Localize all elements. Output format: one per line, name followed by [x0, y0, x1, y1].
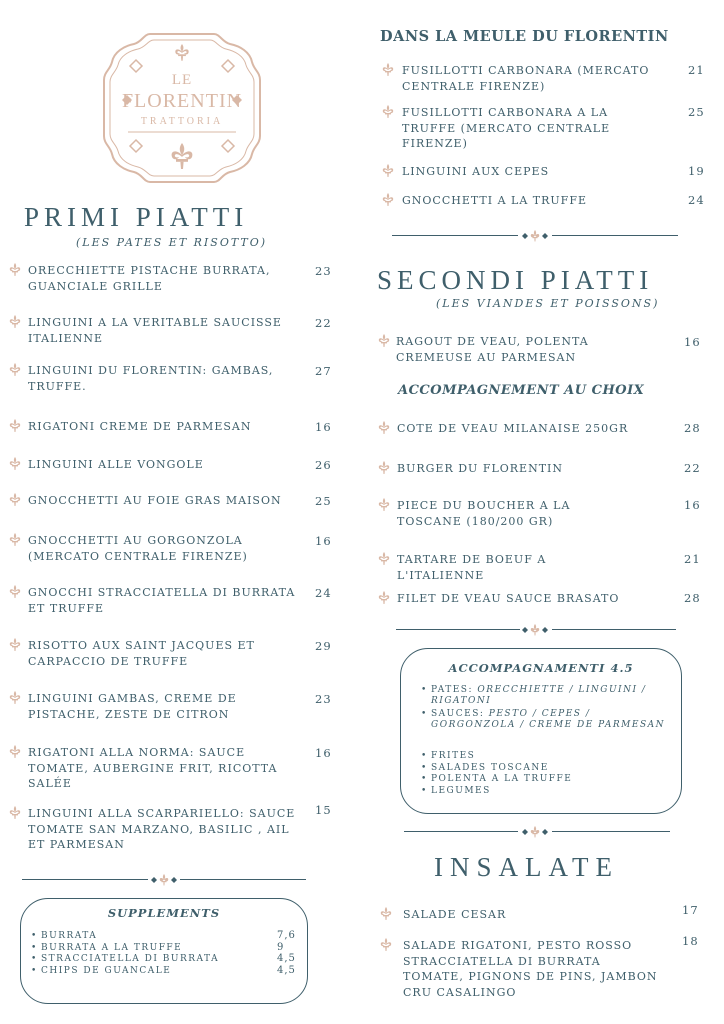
supplement-price: 7,6	[277, 930, 296, 941]
menu-item-name: GNOCCHETTI A LA TRUFFE	[402, 194, 587, 207]
insalate-title: INSALATE	[434, 852, 619, 882]
supplement-item: • BURRATA A LA TRUFFE	[41, 943, 182, 954]
menu-item-price: 25	[688, 105, 705, 119]
menu-item-price: 16	[684, 498, 701, 512]
menu-item-price: 25	[315, 494, 332, 508]
menu-item-name: LINGUINI DU FLORENTIN: GAMBAS, TRUFFE.	[28, 364, 274, 393]
menu-item-name: ORECCHIETTE PISTACHE BURRATA, GUANCIALE GRILLE	[28, 264, 271, 293]
menu-item-price: 16	[315, 746, 332, 760]
sauces-value: PESTO / CEPES / GORGONZOLA / CREME DE PARMESAN	[431, 709, 666, 730]
menu-item-price: 24	[315, 586, 332, 600]
fleur-de-lis-icon	[380, 938, 392, 952]
menu-item-name: BURGER DU FLORENTIN	[397, 462, 564, 475]
menu-item-name: LINGUINI ALLA SCARPARIELLO: SAUCE TOMATE SAN MARZANO, BASILIC , AIL ET PARMESAN	[28, 807, 296, 851]
menu-item-price: 22	[684, 461, 701, 475]
menu-item-price: 23	[315, 264, 332, 278]
menu-item-price: 21	[688, 63, 705, 77]
menu-item-price: 21	[684, 552, 701, 566]
accompagnamenti-item: • POLENTA A LA TRUFFE	[431, 774, 572, 785]
fleur-de-lis-icon	[9, 419, 21, 433]
fleur-de-lis-icon	[378, 552, 390, 566]
menu-item-price: 16	[315, 420, 332, 434]
logo-line-florentin: FLORENTIN	[121, 90, 243, 112]
supplement-price: 4,5	[277, 964, 296, 976]
supplements-box	[20, 898, 308, 1004]
accompagnamenti-item: • FRITES	[431, 751, 475, 762]
menu-item-name: TARTARE DE BOEUF A L'ITALIENNE	[397, 553, 547, 582]
menu-item-name: LINGUINI A LA VERITABLE SAUCISSE ITALIENNE	[28, 316, 282, 345]
menu-item-price: 27	[315, 364, 332, 378]
menu-item-name: GNOCCHI STRACCIATELLA DI BURRATA ET TRUFFE	[28, 586, 296, 615]
menu-item-price: 19	[688, 164, 705, 178]
menu-item-name: RISOTTO AUX SAINT JACQUES ET CARPACCIO DE TRUFFE	[28, 639, 255, 668]
supplements-title: SUPPLEMENTS	[107, 906, 221, 920]
menu-item-name: FILET DE VEAU SAUCE BRASATO	[397, 592, 620, 605]
accompagnamenti-title: ACCOMPAGNAMENTI 4.5	[448, 661, 634, 675]
supplement-price: 4,5	[277, 953, 296, 964]
logo-line-le: LE	[171, 72, 193, 88]
menu-item-name: RIGATONI ALLA NORMA: SAUCE TOMATE, AUBERGINE FRIT, RICOTTA SALÉE	[28, 746, 278, 790]
menu-item-price: 17	[682, 903, 699, 917]
secondi-piatti-title: SECONDI PIATTI	[377, 265, 654, 295]
secondi-piatti-subtitle: (LES VIANDES ET POISSONS)	[436, 297, 660, 310]
menu-item-price: 26	[315, 458, 332, 472]
menu-item-price: 22	[315, 316, 332, 330]
sauces-label: SAUCES:	[431, 709, 485, 719]
fleur-de-lis-icon	[378, 591, 390, 605]
fleur-de-lis-icon	[9, 806, 21, 820]
fleur-de-lis-icon	[9, 691, 21, 705]
fleur-de-lis-icon	[382, 164, 394, 178]
menu-item-name: COTE DE VEAU MILANAISE 250GR	[397, 422, 629, 435]
menu-item	[378, 334, 708, 366]
supplement-item: • CHIPS DE GUANCALE	[41, 966, 171, 977]
fleur-de-lis-icon	[380, 907, 392, 921]
menu-item-name: LINGUINI AUX CEPES	[402, 165, 550, 178]
fleur-de-lis-icon	[378, 421, 390, 435]
restaurant-logo	[100, 28, 264, 188]
meule-title: DANS LA MEULE DU FLORENTIN	[380, 28, 669, 45]
fleur-de-lis-icon	[378, 498, 390, 512]
menu-item-name: PIECE DU BOUCHER A LA TOSCANE (180/200 GR)	[397, 499, 571, 528]
fleur-de-lis-icon	[378, 334, 390, 348]
divider-ornament-icon	[520, 230, 550, 242]
supplement-item: • BURRATA	[41, 931, 97, 942]
accompagnamenti-item: • LEGUMES	[431, 786, 491, 797]
menu-item-price: 15	[315, 803, 332, 817]
primi-piatti-title: PRIMI PIATTI	[24, 202, 249, 232]
menu-item-price: 24	[688, 193, 705, 207]
section-divider	[396, 624, 682, 636]
menu-item-name: GNOCCHETTI AU GORGONZOLA (MERCATO CENTRALE FIRENZE)	[28, 534, 248, 563]
pates-label: PATES:	[431, 685, 474, 695]
fleur-de-lis-icon	[9, 493, 21, 507]
menu-item-price: 29	[315, 639, 332, 653]
fleur-de-lis-icon	[9, 585, 21, 599]
fleur-de-lis-icon	[9, 263, 21, 277]
fleur-de-lis-icon	[9, 745, 21, 759]
fleur-de-lis-icon	[382, 193, 394, 207]
fleur-de-lis-icon	[9, 533, 21, 547]
fleur-de-lis-icon	[9, 457, 21, 471]
accompagnamenti-sauces	[431, 709, 667, 731]
menu-item-name: RAGOUT DE VEAU, POLENTA CREMEUSE AU PARMESAN	[396, 335, 589, 364]
fleur-de-lis-icon	[9, 363, 21, 377]
accompagnamenti-pates	[431, 685, 675, 707]
supplement-price: 9	[277, 941, 285, 953]
primi-piatti-subtitle: (LES PATES ET RISOTTO)	[76, 236, 268, 249]
fleur-de-lis-icon	[9, 638, 21, 652]
menu-item-name: SALADE CESAR	[403, 908, 507, 921]
menu-item-name: FUSILLOTTI CARBONARA (MERCATO CENTRALE FIRENZE)	[402, 64, 650, 93]
section-divider	[392, 230, 678, 242]
accompagnement-choix-title: ACCOMPAGNEMENT AU CHOIX	[398, 383, 645, 398]
menu-item-price: 18	[682, 934, 699, 948]
supplement-item: • STRACCIATELLA DI BURRATA	[41, 954, 219, 965]
menu-item-name: LINGUINI ALLE VONGOLE	[28, 458, 204, 471]
fleur-de-lis-icon	[382, 63, 394, 77]
logo-line-trattoria: TRATTORIA	[140, 116, 224, 127]
menu-item-name: GNOCCHETTI AU FOIE GRAS MAISON	[28, 494, 282, 507]
section-divider	[404, 826, 670, 838]
menu-item-price: 23	[315, 692, 332, 706]
menu-item-price: 28	[684, 591, 701, 605]
section-divider	[22, 874, 306, 886]
divider-ornament-icon	[520, 624, 550, 636]
menu-item-name: RIGATONI CREME DE PARMESAN	[28, 420, 252, 433]
menu-item-price: 16	[684, 335, 701, 349]
menu-item-price: 28	[684, 421, 701, 435]
divider-ornament-icon	[520, 826, 550, 838]
fleur-de-lis-icon	[378, 461, 390, 475]
menu-item-price: 16	[315, 534, 332, 548]
accompagnamenti-box	[400, 648, 682, 814]
divider-ornament-icon	[149, 874, 179, 886]
menu-item-name: LINGUINI GAMBAS, CREME DE PISTACHE, ZESTE DE CITRON	[28, 692, 237, 721]
accompagnamenti-item: • SALADES TOSCANE	[431, 763, 549, 774]
fleur-de-lis-icon	[382, 105, 394, 119]
fleur-de-lis-icon	[9, 315, 21, 329]
menu-item-name: FUSILLOTTI CARBONARA A LA TRUFFE (MERCATO CENTRALE FIRENZE)	[402, 106, 611, 150]
menu-item-name: SALADE RIGATONI, PESTO ROSSO STRACCIATELLA DI BURRATA TOMATE, PIGNONS DE PINS, JAMBON CRU CASALINGO	[403, 939, 658, 999]
pates-value: ORECCHIETTE / LINGUINI / RIGATONI	[431, 685, 647, 706]
